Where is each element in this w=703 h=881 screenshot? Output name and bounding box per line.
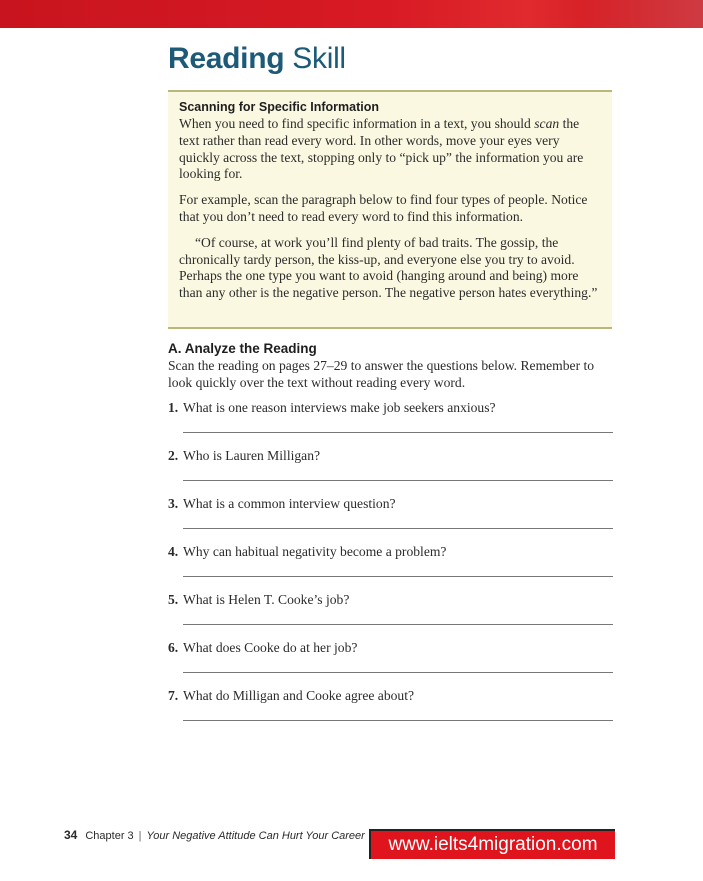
question-item bbox=[168, 448, 614, 496]
page-number: 34 bbox=[64, 828, 78, 842]
question-item bbox=[168, 688, 614, 736]
footer-separator: | bbox=[138, 830, 142, 842]
answer-line[interactable] bbox=[183, 480, 613, 481]
exercise-instructions: Scan the reading on pages 27–29 to answer the questions below. Remember to look quickly over the text without reading every word. bbox=[168, 358, 595, 390]
question-number: 5. bbox=[168, 592, 179, 607]
question-text: What does Cooke do at her job? bbox=[183, 640, 358, 655]
question-number: 4. bbox=[168, 544, 179, 559]
top-accent-bar bbox=[0, 0, 703, 28]
question-text: Why can habitual negativity become a problem? bbox=[183, 544, 447, 559]
question-number: 7. bbox=[168, 688, 179, 703]
question-item bbox=[168, 544, 614, 592]
question-text: What is one reason interviews make job seekers anxious? bbox=[183, 400, 496, 415]
scan-emphasis: scan bbox=[534, 116, 560, 131]
question-item bbox=[168, 496, 614, 544]
exercise-heading: A. Analyze the Reading bbox=[168, 341, 317, 356]
answer-line[interactable] bbox=[183, 432, 613, 433]
answer-line[interactable] bbox=[183, 624, 613, 625]
question-number: 6. bbox=[168, 640, 179, 655]
answer-line[interactable] bbox=[183, 528, 613, 529]
title-bold-word: Reading bbox=[168, 42, 285, 75]
title-light-word: Skill bbox=[292, 42, 346, 75]
question-number: 1. bbox=[168, 400, 179, 415]
page-footer bbox=[64, 828, 365, 842]
watermark-banner: www.ielts4migration.com bbox=[369, 829, 615, 859]
question-number: 2. bbox=[168, 448, 179, 463]
question-text: Who is Lauren Milligan? bbox=[183, 448, 321, 463]
question-item bbox=[168, 640, 614, 688]
example-quote: “Of course, at work you’ll find plenty of bad traits. The gossip, the chronically tardy person, the kiss-up, and everyone else you try to avoid. Perhaps the one type you want to avoid (hanging around and being) more than any other is the negative person. The negative person hates everything.” bbox=[179, 234, 598, 301]
page-title bbox=[168, 42, 346, 76]
question-text: What is Helen T. Cooke’s job? bbox=[183, 592, 350, 607]
chapter-title: Your Negative Attitude Can Hurt Your Career bbox=[146, 830, 365, 842]
skill-box-heading: Scanning for Specific Information bbox=[179, 100, 380, 114]
chapter-label: Chapter 3 bbox=[85, 830, 134, 842]
skill-paragraph-2: For example, scan the paragraph below to find four types of people. Notice that you don’t need to read every word to find this information. bbox=[179, 192, 588, 224]
question-text: What do Milligan and Cooke agree about? bbox=[183, 688, 415, 703]
question-item bbox=[168, 592, 614, 640]
question-list bbox=[168, 400, 614, 736]
answer-line[interactable] bbox=[183, 720, 613, 721]
question-number: 3. bbox=[168, 496, 179, 511]
question-text: What is a common interview question? bbox=[183, 496, 396, 511]
skill-paragraph-1 bbox=[179, 116, 600, 183]
answer-line[interactable] bbox=[183, 672, 613, 673]
answer-line[interactable] bbox=[183, 576, 613, 577]
skill-paragraph-1-end: the text rather than read every word. In other words, move your eyes very quickly across the text, stopping only to “pick up” the information you are looking for. bbox=[179, 116, 584, 182]
question-item bbox=[168, 400, 614, 448]
skill-box bbox=[168, 90, 612, 329]
skill-paragraph-1-start: When you need to find specific information in a text, you should bbox=[179, 116, 535, 131]
